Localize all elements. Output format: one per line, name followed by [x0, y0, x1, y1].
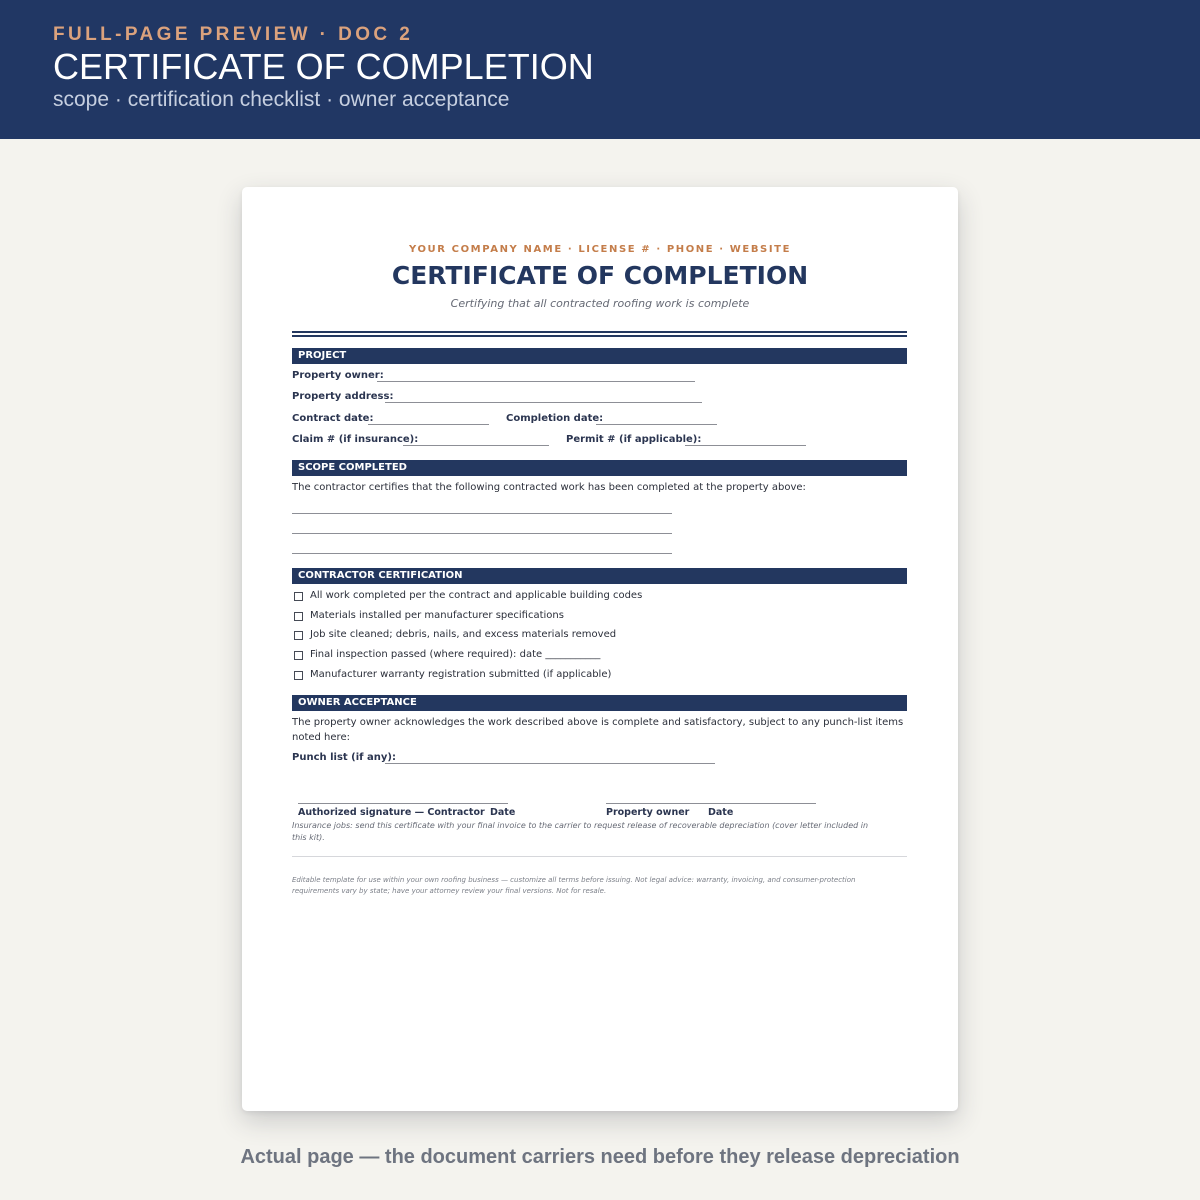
footer-divider [292, 856, 907, 857]
preview-caption: Actual page — the document carriers need before they release depreciation [240, 1146, 960, 1168]
contractor-date-label: Date [490, 807, 516, 818]
checkbox-3[interactable] [294, 631, 303, 640]
contract-date-label: Contract date: [292, 413, 374, 424]
banner-subtitle: scope · certification checklist · owner acceptance [53, 88, 510, 111]
company-line: YOUR COMPANY NAME · LICENSE # · PHONE · WEBSITE [408, 244, 792, 255]
claim-number-line [403, 445, 549, 446]
owner-signature-line [606, 803, 816, 804]
checkbox-5[interactable] [294, 671, 303, 680]
section-certification-heading: CONTRACTOR CERTIFICATION [292, 568, 907, 584]
punch-list-label: Punch list (if any): [292, 752, 396, 763]
section-scope-heading: SCOPE COMPLETED [292, 460, 907, 476]
document-subtitle: Certifying that all contracted roofing work is complete [450, 297, 750, 310]
certification-item-4: Final inspection passed (where required): date ___________ [310, 649, 601, 660]
section-project-heading: PROJECT [292, 348, 907, 364]
section-owner-acceptance-heading: OWNER ACCEPTANCE [292, 695, 907, 711]
scope-line-3 [292, 553, 672, 554]
property-address-label: Property address: [292, 391, 394, 402]
title-rule-bottom [292, 335, 907, 337]
header-banner [0, 0, 1200, 139]
contractor-signature-label: Authorized signature — Contractor [298, 807, 485, 818]
checkbox-2[interactable] [294, 612, 303, 621]
permit-number-label: Permit # (if applicable): [566, 434, 702, 445]
punch-list-line [385, 763, 715, 764]
property-address-line [385, 402, 702, 403]
insurance-note-line-2: this kit). [292, 833, 325, 842]
completion-date-label: Completion date: [506, 413, 604, 424]
scope-line-2 [292, 533, 672, 534]
contractor-signature-line [298, 803, 508, 804]
disclaimer-line-1: Editable template for use within your own roofing business — customize all terms before issuing. Not legal advice: warranty, invoicing, and consumer-protection [292, 876, 856, 884]
property-owner-label: Property owner: [292, 370, 384, 381]
property-owner-line [377, 381, 695, 382]
checkbox-1[interactable] [294, 592, 303, 601]
acceptance-statement-line-2: noted here: [292, 732, 350, 743]
claim-number-label: Claim # (if insurance): [292, 434, 419, 445]
disclaimer-line-2: requirements vary by state; have your attorney review your final versions. Not for resale. [292, 887, 607, 895]
insurance-note-line-1: Insurance jobs: send this certificate with your final invoice to the carrier to request release of recoverable depreciation (cover letter included in [292, 821, 869, 830]
contract-date-line [368, 424, 489, 425]
scope-line-1 [292, 513, 672, 514]
owner-date-label: Date [708, 807, 734, 818]
certification-item-1: All work completed per the contract and applicable building codes [310, 590, 643, 601]
permit-number-line [685, 445, 806, 446]
certification-item-5: Manufacturer warranty registration submitted (if applicable) [310, 669, 612, 680]
certification-item-2: Materials installed per manufacturer specifications [310, 610, 564, 621]
acceptance-statement-line-1: The property owner acknowledges the work described above is complete and satisfactory, subject to any punch-list items [292, 717, 904, 728]
preview-eyebrow: FULL-PAGE PREVIEW · DOC 2 [53, 24, 414, 45]
title-rule-top [292, 331, 907, 333]
scope-statement: The contractor certifies that the following contracted work has been completed at the property above: [292, 482, 806, 493]
banner-title: CERTIFICATE OF COMPLETION [53, 46, 594, 87]
checkbox-4[interactable] [294, 651, 303, 660]
certification-item-3: Job site cleaned; debris, nails, and excess materials removed [310, 629, 617, 640]
document-preview-page [242, 187, 958, 1111]
certificate-document [242, 187, 958, 1111]
completion-date-line [596, 424, 717, 425]
owner-signature-label: Property owner [606, 807, 690, 818]
document-title: CERTIFICATE OF COMPLETION [391, 261, 809, 290]
